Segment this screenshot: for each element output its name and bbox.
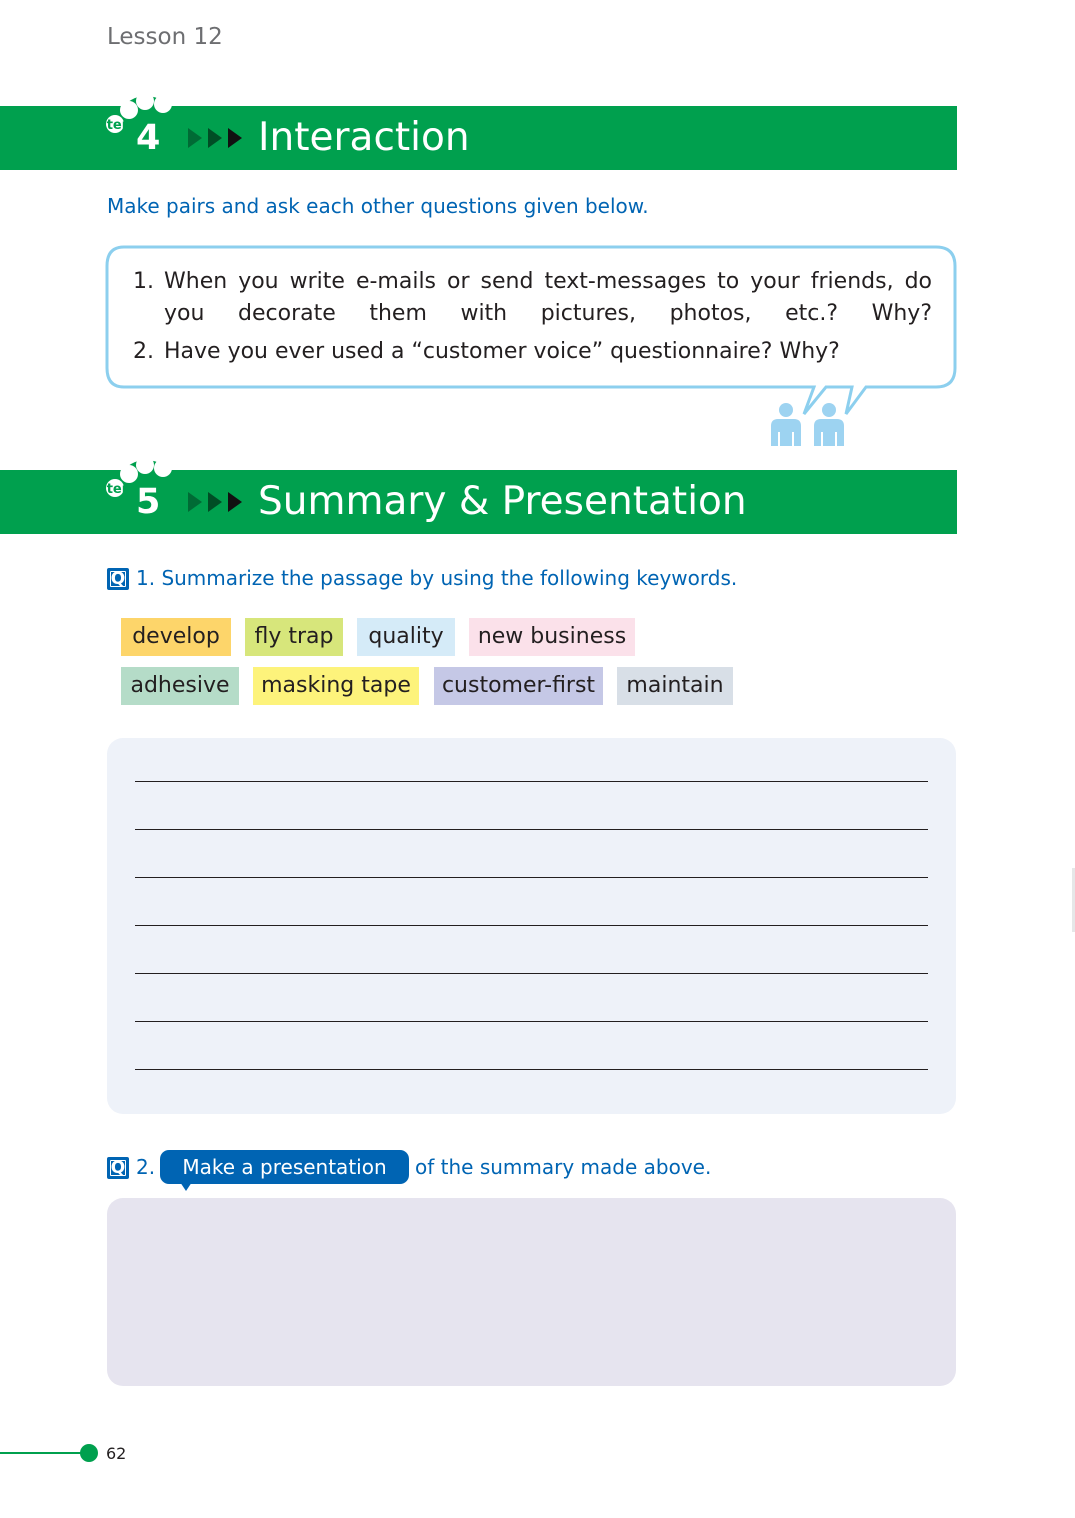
writing-line (135, 925, 928, 926)
presentation-area[interactable] (107, 1198, 956, 1386)
lesson-label: Lesson 12 (107, 24, 223, 50)
keyword-chip: masking tape (253, 667, 419, 705)
q-icon: Q (107, 1157, 129, 1179)
step5-title: Summary & Presentation (258, 479, 747, 524)
step-letter: step (98, 482, 132, 497)
keyword-chip: quality (357, 618, 455, 656)
page-number: 62 (106, 1444, 127, 1463)
step4-number: 4 (136, 118, 161, 158)
q1-instruction: 1. Summarize the passage by using the following keywords. (136, 566, 738, 590)
question-text: When you write e-mails or send text-messages to your friends, do you decorate them with pictures, photos, etc.? Why? (164, 269, 932, 326)
two-people-talking-icon (768, 402, 848, 446)
pill-tail (180, 1182, 192, 1191)
footer-line (0, 1452, 86, 1454)
summary-writing-area[interactable] (107, 738, 956, 1114)
writing-line (135, 877, 928, 878)
keyword-chip: new business (469, 618, 635, 656)
keyword-chip: adhesive (121, 667, 239, 705)
writing-line (135, 973, 928, 974)
keyword-chip: fly trap (245, 618, 343, 656)
step5-number: 5 (136, 482, 161, 522)
writing-line (135, 1021, 928, 1022)
question-number: 1. (133, 269, 154, 294)
triple-arrow-icon (186, 106, 248, 170)
question-number: 2. (133, 339, 154, 364)
q2-number: 2. (136, 1155, 156, 1179)
q-icon: Q (107, 568, 129, 590)
triple-arrow-icon (186, 470, 248, 534)
keyword-chip: customer-first (434, 667, 603, 705)
writing-line (135, 829, 928, 830)
keyword-chip: maintain (617, 667, 733, 705)
step4-instruction: Make pairs and ask each other questions given below. (107, 194, 649, 218)
writing-line (135, 781, 928, 782)
keyword-chip: develop (121, 618, 231, 656)
step4-title: Interaction (258, 115, 470, 160)
footer-dot (80, 1444, 98, 1462)
writing-line (135, 1069, 928, 1070)
presentation-label: Make a presentation (160, 1150, 409, 1184)
step-letter: step (98, 118, 132, 133)
q2-instruction: of the summary made above. (415, 1155, 712, 1179)
question-text: Have you ever used a “customer voice” questionnaire? Why? (164, 339, 840, 364)
